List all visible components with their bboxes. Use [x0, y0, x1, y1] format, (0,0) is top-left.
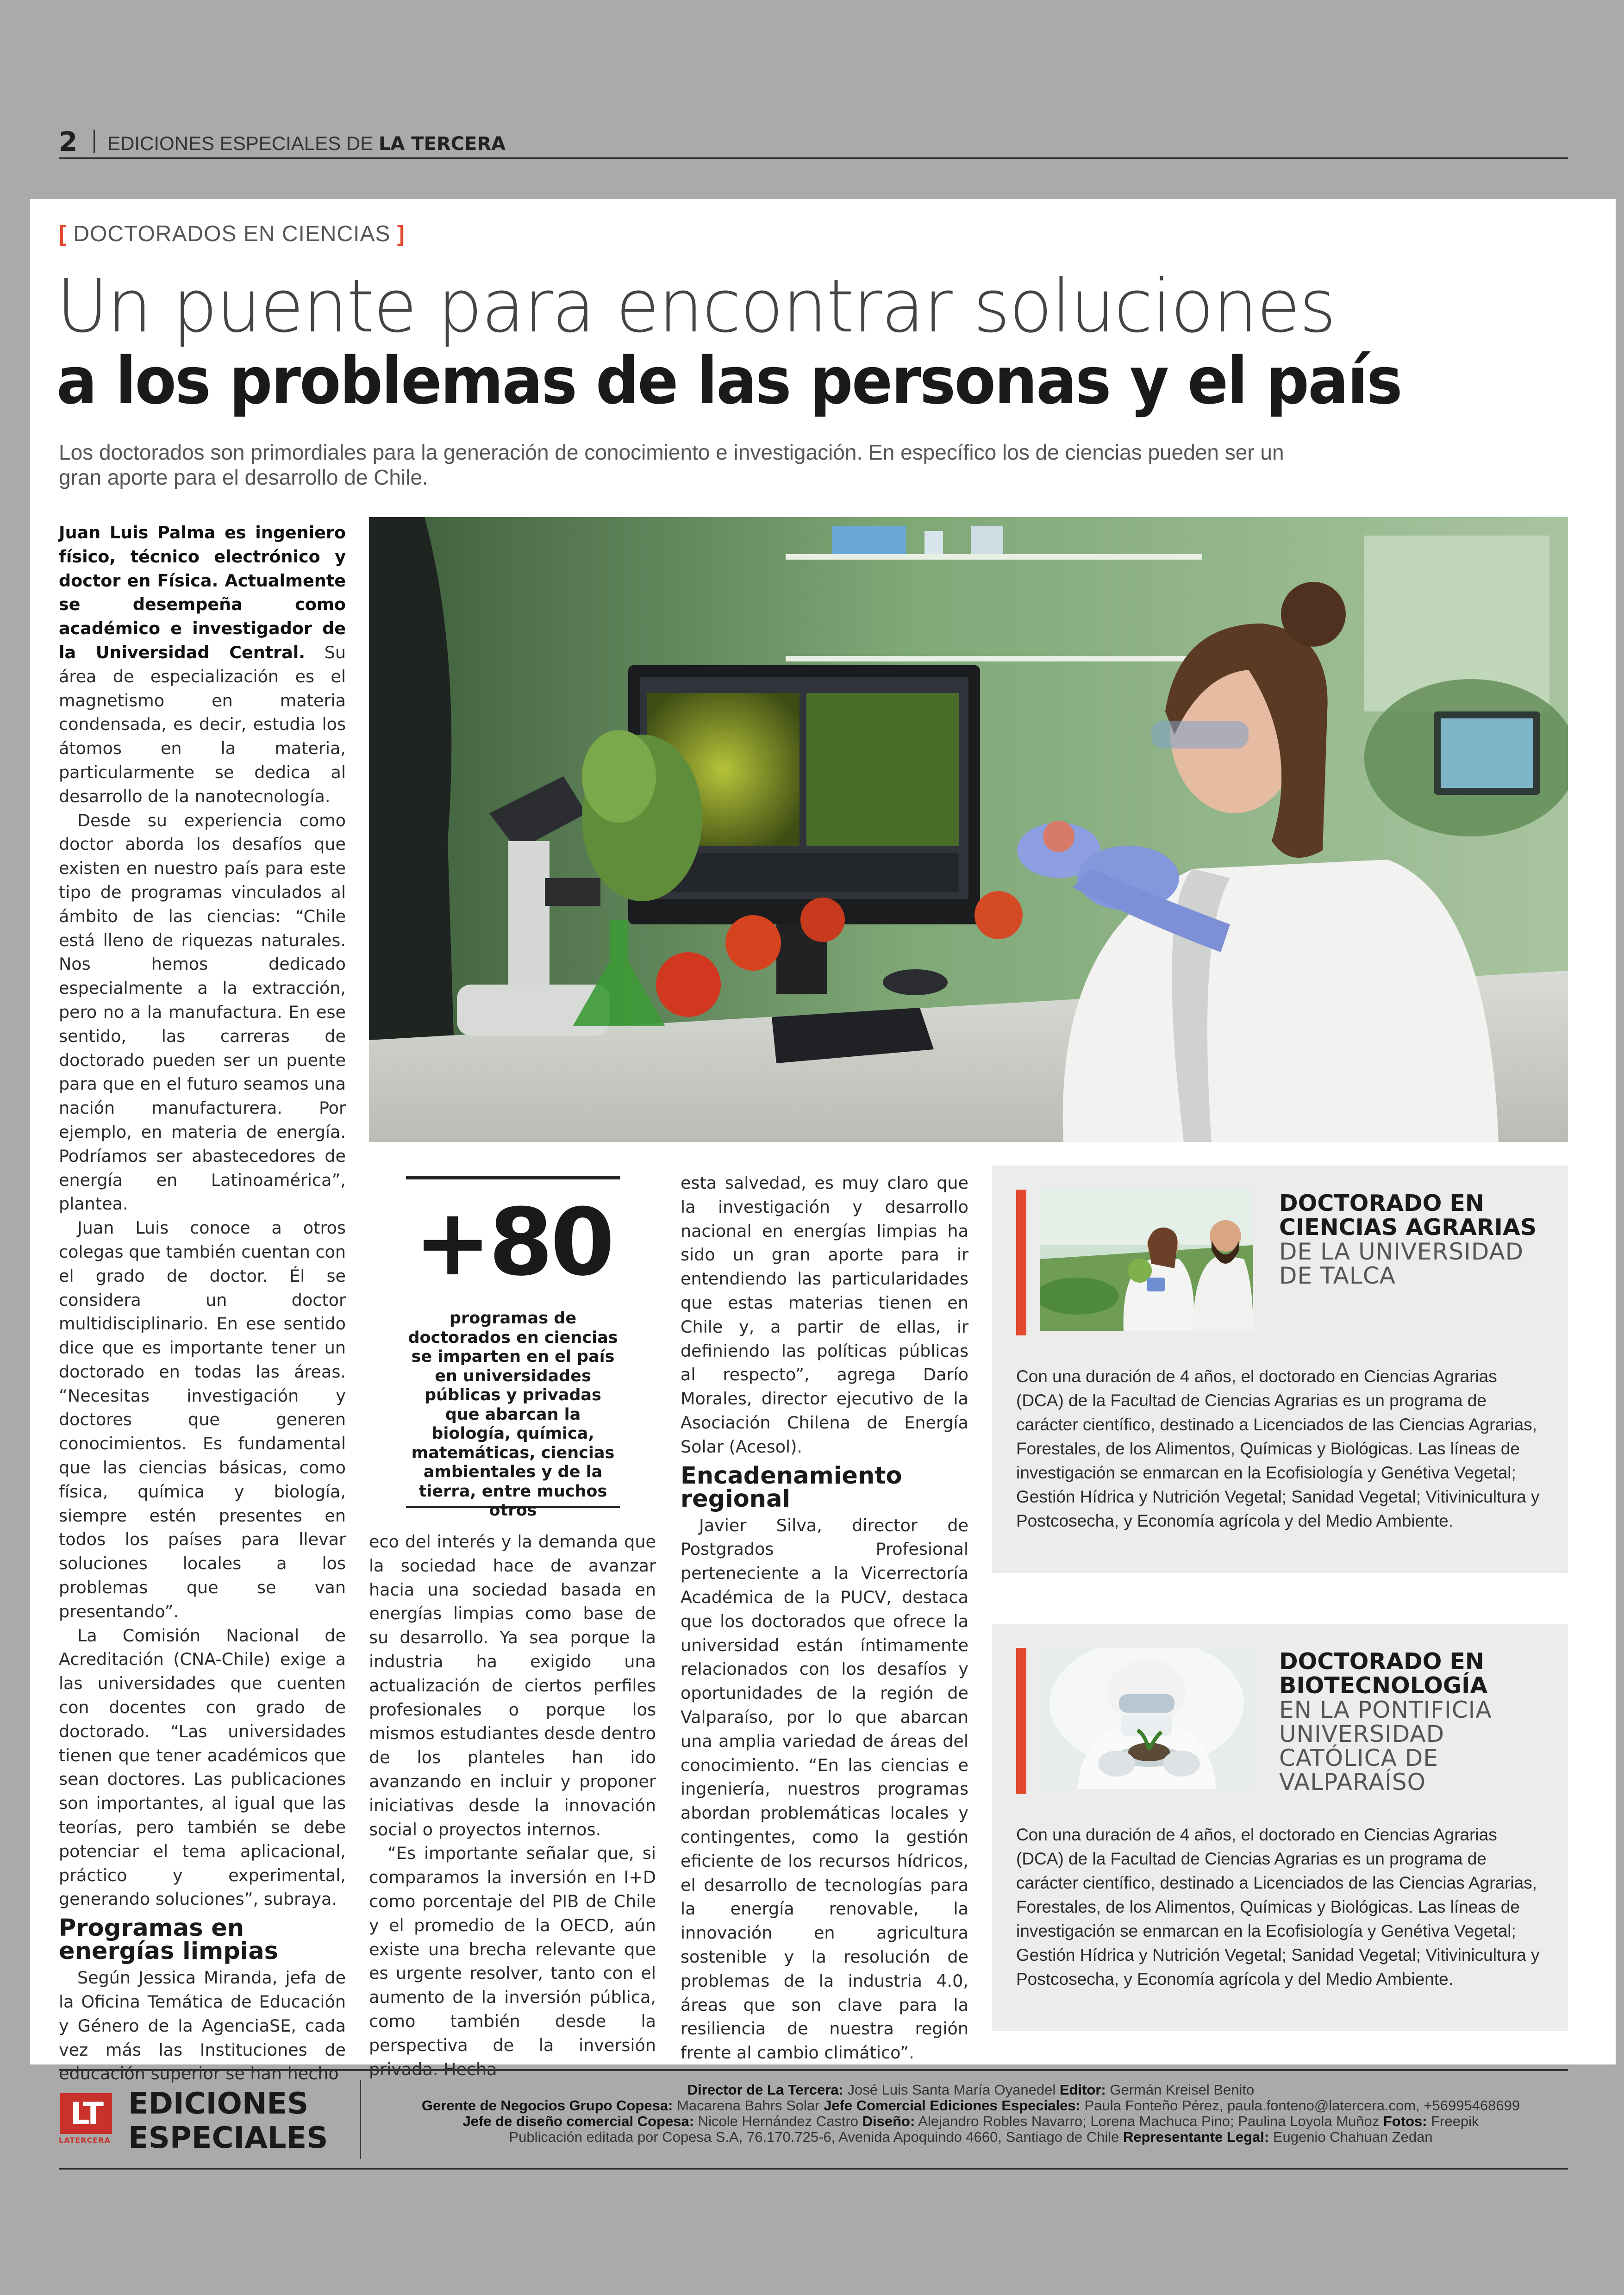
biotech-scientist-illustration	[1040, 1648, 1253, 1789]
credit-value: José Luis Santa María Oyanedel	[843, 2082, 1060, 2098]
la-tercera-logo	[60, 2093, 112, 2134]
paragraph-7: “Es importante señalar que, si comparamos la inversión en I+D como porcentaje del PIB de Chile y el promedio de la OECD, aún existe una brecha relevante que es urgente resolver, tanto con el aumento de la inversión pública, como también desde la perspectiva de la inversión privada. Hecha	[369, 1843, 656, 2079]
lead-paragraph	[59, 521, 346, 809]
program-title-text: DOCTORADO EN CIENCIAS AGRARIAS	[1279, 1190, 1537, 1241]
program-title	[1279, 1191, 1557, 1288]
credit-value: Eugenio Chahuan Zedan	[1269, 2129, 1433, 2145]
header-divider	[94, 130, 95, 153]
article-dek: Los doctorados son primordiales para la generación de conocimiento e investigación. En específico los de ciencias pueden ser un gran aporte para el desarrollo de Chile.	[59, 440, 1284, 489]
paragraph-9: Javier Silva, director de Postgrados Profesional perteneciente a la Vicerrectoría Académica de la PUCV, destaca que los doctorados que ofrece la universidad están íntimamente relacionados con los desafíos y oportunidades de la región de Valparaíso, por lo que abarcan una amplia variedad de áreas del conocimiento. “En las ciencias e ingeniería, nuestros programas abordan problemáticas locales y contingentes, como la gestión eficiente de los recursos hídricos, el desarrollo de tecnologías para la energía renovable, la innovación en agricultura sostenible y la resolución de problemas de la industria 4.0, áreas que son clave para la resiliencia de nuestra región frente al cambio climático”.	[681, 1515, 968, 2063]
credit-value: Nicole Hernández Castro	[694, 2113, 862, 2129]
headline-bold: a los problemas de las personas y el país	[56, 343, 1401, 419]
hero-photo	[369, 517, 1568, 1142]
credit-value: Freepik	[1427, 2113, 1479, 2129]
accent-bar	[1016, 1648, 1026, 1794]
paragraph-8: esta salvedad, es muy claro que la investigación y desarrollo nacional en energías limpias ha sido un gran aporte para ir entendiendo las particularidades que estas materias tienen en Chile y, a partir de ellas, ir definiendo las políticas públicas al respecto”, agrega Darío Morales, director ejecutivo de la Asociación Chilena de Energía Solar (Acesol).	[681, 1173, 968, 1457]
section-prefix: EDICIONES ESPECIALES DE	[107, 132, 379, 154]
bracket-open-icon: [	[59, 222, 67, 246]
program-photo-greenhouse	[1040, 1190, 1253, 1331]
credit-label: Jefe Comercial Ediciones Especiales:	[824, 2097, 1081, 2114]
headline-light: Un puente para encontrar soluciones	[56, 264, 1336, 349]
credits-line-2	[374, 2098, 1568, 2114]
article-column-1	[59, 521, 346, 2086]
subhead-regional: Encadenamiento regional	[681, 1462, 902, 1513]
brand-line-2: ESPECIALES	[128, 2121, 328, 2155]
lab-scientist-illustration	[369, 517, 1568, 1142]
program-box-agrarias	[992, 1166, 1568, 1573]
program-title-text: DOCTORADO EN BIOTECNOLOGÍA	[1279, 1648, 1488, 1699]
accent-bar	[1016, 1190, 1026, 1335]
program-title	[1279, 1650, 1557, 1794]
paragraph-4: La Comisión Nacional de Acreditación (CNA-Chile) exige a las universidades que cuenten con docentes con grado de doctorado. “Las universidades tienen que tener académicos que sean doctores. Las publicaciones son importantes, al igual que las teorías, pero también se debe potenciar el tema aplicacional, práctico y experimental, generando soluciones”, subraya.	[59, 1625, 346, 1909]
credits-line-1	[374, 2082, 1568, 2098]
article-kicker	[59, 221, 405, 247]
program-photo-biotech	[1040, 1648, 1253, 1789]
lead-bold: Juan Luis Palma es ingeniero físico, técnico electrónico y doctor en Física. Actualmente se desempeña como académico e investigador de la Universidad Central.	[59, 523, 346, 662]
paragraph-2: Desde su experiencia como doctor aborda los desafíos que existen en nuestro país para este tipo de programas vinculados al ámbito de las ciencias: “Chile está lleno de riquezas naturales. Nos hemos dedicado especialmente a la extracción, pero no a la manufactura. En ese sentido, las carreras de doctorado pueden ser un puente para que en el futuro seamos una nación manufacturera. Por ejemplo, en materia de energía. Podríamos ser abastecedores de energía en Latinoamérica”, plantea.	[59, 810, 346, 1214]
credit-value: Publicación editada por Copesa S.A, 76.170.725-6, Avenida Apoquindo 4660, Santiago de Chile	[509, 2129, 1123, 2145]
stat-box	[406, 1176, 620, 1520]
program-description: Con una duración de 4 años, el doctorado en Ciencias Agrarias (DCA) de la Facultad de Ciencias Agrarias es un programa de carácter científico, destinado a Licenciados de las Ciencias Agrarias, Forestales, de los Alimentos, Químicas y Biológicas. Las líneas de investigación se enmarcan en la Ecofisiología y Genétiva Vegetal; Gestión Hídrica y Nutrición Vegetal; Sanidad Vegetal; Vitivinicultura y Postcosecha, y Economía agrícola y del Medio Ambiente.	[1016, 1825, 1540, 1989]
brand-line-1: EDICIONES	[128, 2087, 309, 2121]
program-box-biotecnologia	[992, 1624, 1568, 2031]
paragraph-3: Juan Luis conoce a otros colegas que también cuentan con el grado de doctor. Él se considera un doctor multidisciplinario. En ese sentido dice que es importante tener un doctorado en todas las áreas. “Necesitas investigación y doctores que generen conocimientos. Es fundamental que las ciencias básicas, como física, química y biología, siempre estén presentes en todos los países para llevar soluciones locales a los problemas que se van presentando”.	[59, 1218, 346, 1621]
logo-caption: LATERCERA	[59, 2136, 111, 2145]
credit-value: Germán Kreisel Benito	[1106, 2082, 1255, 2098]
credits-line-4	[374, 2129, 1568, 2145]
program-subtitle: DE LA UNIVERSIDAD DE TALCA	[1279, 1238, 1524, 1289]
article-column-3	[681, 1171, 968, 2065]
program-description: Con una duración de 4 años, el doctorado en Ciencias Agrarias (DCA) de la Facultad de Ciencias Agrarias es un programa de carácter científico, destinado a Licenciados de las Ciencias Agrarias, Forestales, de los Alimentos, Químicas y Biológicas. Las líneas de investigación se enmarcan en la Ecofisiología y Genétiva Vegetal; Gestión Hídrica y Nutrición Vegetal; Sanidad Vegetal; Vitivinicultura y Postcosecha, y Economía agrícola y del Medio Ambiente.	[1016, 1367, 1540, 1530]
credit-label: Representante Legal:	[1123, 2129, 1269, 2145]
credit-label: Jefe de diseño comercial Copesa:	[462, 2113, 694, 2129]
logo-letters: LT	[70, 2096, 102, 2132]
paragraph-5: Según Jessica Miranda, jefa de la Oficina Temática de Educación y Género de la AgenciaSE, cada vez más las Instituciones de educación superior se han hecho	[59, 1968, 346, 2084]
brand-name: LA TERCERA	[378, 133, 506, 155]
page-number: 2	[59, 126, 78, 157]
credit-label: Editor:	[1059, 2082, 1106, 2098]
credits-block	[374, 2082, 1568, 2145]
paragraph-6: eco del interés y la demanda que la sociedad hace de avanzar hacia una sociedad basada en energías limpias como base de su desarrollo. Ya sea porque la industria ha exigido una actualización de ciertos perfiles profesionales o porque los mismos estudiantes desde dentro de los planteles han ido avanzando en incluir y proponer iniciativas desde la innovación social o proyectos internos.	[369, 1532, 656, 1840]
ediciones-especiales-brand	[128, 2087, 328, 2155]
bracket-close-icon: ]	[397, 222, 405, 246]
credit-label: Gerente de Negocios Grupo Copesa:	[421, 2097, 673, 2114]
greenhouse-scientists-illustration	[1040, 1190, 1253, 1331]
article-column-2	[369, 1530, 656, 2081]
program-subtitle: EN LA PONTIFICIA UNIVERSIDAD CATÓLICA DE VALPARAÍSO	[1279, 1696, 1492, 1796]
footer-divider	[360, 2080, 361, 2159]
credit-value: Paula Fonteño Pérez, paula.fonteno@latercera.com, +56995468699	[1080, 2097, 1520, 2114]
kicker-text: DOCTORADOS EN CIENCIAS	[73, 222, 391, 246]
credit-label: Director de La Tercera:	[687, 2082, 843, 2098]
subhead-clean-energy: Programas en energías limpias	[59, 1915, 279, 1965]
stat-number: +80	[414, 1189, 612, 1297]
credit-value: Alejandro Robles Navarro; Lorena Machuca Pino; Paulina Loyola Muñoz	[915, 2113, 1383, 2129]
credit-value: Macarena Bahrs Solar	[673, 2097, 824, 2114]
page-footer	[59, 2069, 1568, 2170]
lead-rest: Su área de especialización es el magnetismo en materia condensada, es decir, estudia los átomos en la materia, particularmente se dedica al desarrollo de la nanotecnología.	[59, 642, 346, 806]
stat-caption: programas de doctorados en ciencias se imparten en el país en universidades públicas y privadas que abarcan la biología, química, matemáticas, ciencias ambientales y de la tierra, entre muchos otros	[408, 1309, 618, 1520]
credit-label: Fotos:	[1383, 2113, 1427, 2129]
credit-label: Diseño:	[862, 2113, 915, 2129]
credits-line-3	[374, 2114, 1568, 2129]
page-header	[59, 125, 1568, 159]
section-title	[107, 132, 506, 155]
